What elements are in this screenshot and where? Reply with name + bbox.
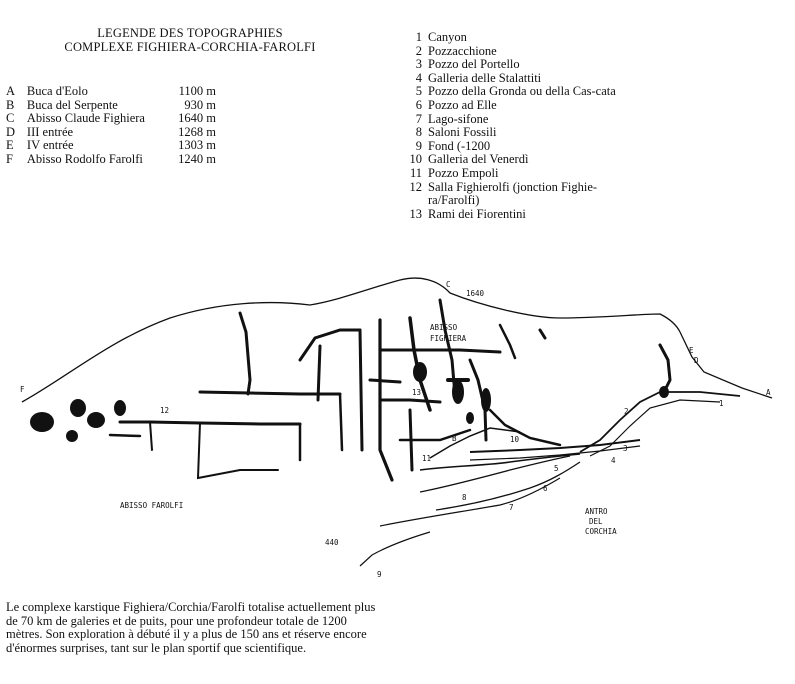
legend-text: Pozzacchione xyxy=(428,43,497,58)
legend-text: Pozzo del Portello xyxy=(428,57,520,72)
legend-text: Salla Fighierolfi (jonction Fighie-ra/Farolfi) xyxy=(428,179,598,208)
entrance-key: D xyxy=(6,124,16,139)
legend-text: Rami dei Fiorentini xyxy=(428,206,526,221)
entrance-altitude: 1640 m xyxy=(178,111,217,126)
altitude-label-bottom: 440 xyxy=(325,538,339,547)
entrance-key: B xyxy=(6,97,15,112)
map-number-10: 10 xyxy=(510,435,520,444)
legend-number: 13 xyxy=(409,206,422,221)
legend-text: Pozzo della Gronda ou della Cas-cata xyxy=(428,84,616,99)
map-number-4: 4 xyxy=(611,456,616,465)
legend-number: 1 xyxy=(415,30,422,44)
label-fighiera-1: ABISSO xyxy=(430,323,458,332)
entrance-altitude: 1100 m xyxy=(178,84,217,98)
legend-number: 9 xyxy=(415,138,422,153)
label-farolfi: ABISSO FAROLFI xyxy=(120,501,184,510)
legend-text: Pozzo Empoli xyxy=(428,165,499,180)
farolfi-galleries xyxy=(110,313,392,480)
caption-text: Le complexe karstique Fighiera/Corchia/Farolfi totalise actuellement plus de 70 km de galeries et de puits, pour une profondeur totale de 1200 mètres. Son exploration à débuté il y a plus de 150 ans et réserve encore d'énormes surprises, tant sur le plan sportif que scientifique. xyxy=(6,600,376,655)
altitude-label-top: 1640 xyxy=(466,289,485,298)
legend-text: Galleria delle Stalattiti xyxy=(428,70,542,85)
entrance-name: Buca del Serpente xyxy=(26,97,118,112)
label-corchia-2: DEL xyxy=(589,517,603,526)
entrance-label-e: E xyxy=(689,346,694,355)
title-line-1: LEGENDE DES TOPOGRAPHIES xyxy=(97,26,283,40)
entrance-label-b: B xyxy=(452,434,457,443)
entrance-altitude: 1303 m xyxy=(178,138,217,153)
entrance-name: Buca d'Eolo xyxy=(26,84,88,98)
map-number-7: 7 xyxy=(509,503,514,512)
map-number-8: 8 xyxy=(462,493,467,502)
entrance-name: Abisso Rodolfo Farolfi xyxy=(26,151,143,166)
corchia-galleries xyxy=(360,392,740,566)
legend-number: 5 xyxy=(415,84,422,99)
legend-number: 11 xyxy=(409,165,422,180)
entrance-altitude: 930 m xyxy=(184,97,217,112)
map-number-3: 3 xyxy=(623,444,628,453)
legend-number: 7 xyxy=(415,111,422,126)
map-number-6: 6 xyxy=(543,484,548,493)
map-number-12: 12 xyxy=(160,406,170,415)
map-number-1: 1 xyxy=(719,399,724,408)
entrance-label-d: D xyxy=(694,356,699,365)
legend-text: Canyon xyxy=(428,30,467,44)
legend-number: 8 xyxy=(415,125,422,140)
legend-text: Lago-sifone xyxy=(428,111,489,126)
entrance-key: E xyxy=(6,138,14,153)
entrance-label-f: F xyxy=(20,385,25,394)
entrance-key: F xyxy=(6,151,13,166)
legend-number: 2 xyxy=(415,43,422,58)
legend-number: 3 xyxy=(415,57,422,72)
entrance-key: C xyxy=(6,111,15,126)
map-number-13: 13 xyxy=(412,388,422,397)
legend-number: 6 xyxy=(415,97,422,112)
map-number-5: 5 xyxy=(554,464,559,473)
legend-number: 10 xyxy=(409,152,422,167)
entrance-name: Abisso Claude Fighiera xyxy=(26,111,145,126)
entrance-altitude: 1268 m xyxy=(178,124,217,139)
label-corchia-3: CORCHIA xyxy=(585,527,617,536)
legend-text: Saloni Fossili xyxy=(428,125,497,140)
entrance-label-c: C xyxy=(446,280,451,289)
entrance-name: III entrée xyxy=(26,124,74,139)
mountain-profile xyxy=(22,278,772,402)
entrance-altitude: 1240 m xyxy=(178,151,217,166)
entrance-name: IV entrée xyxy=(26,138,74,153)
legend-number: 12 xyxy=(409,179,422,194)
chambers xyxy=(30,362,669,442)
legend-text: Pozzo ad Elle xyxy=(428,97,497,112)
label-corchia-1: ANTRO xyxy=(585,507,608,516)
title-line-2: COMPLEXE FIGHIERA-CORCHIA-FAROLFI xyxy=(64,40,316,54)
entrance-label-a: A xyxy=(766,388,771,397)
map-number-9: 9 xyxy=(377,570,382,579)
legend-text: Fond (-1200 xyxy=(428,138,491,153)
map-number-11: 11 xyxy=(422,454,432,463)
label-fighiera-2: FIGHIERA xyxy=(430,334,467,343)
map-number-2: 2 xyxy=(624,407,629,416)
entrance-key: A xyxy=(6,84,16,98)
legend-number: 4 xyxy=(415,70,422,85)
legend-text: Galleria del Venerdì xyxy=(428,152,529,167)
